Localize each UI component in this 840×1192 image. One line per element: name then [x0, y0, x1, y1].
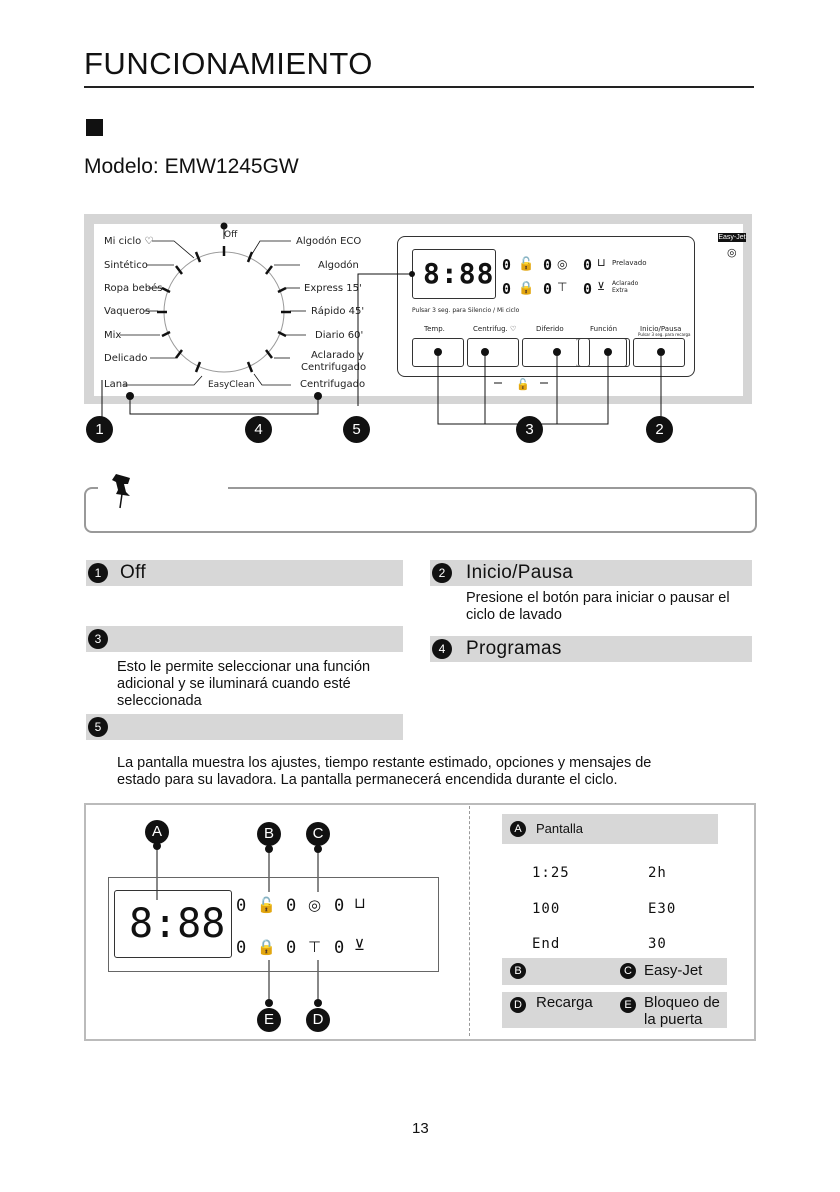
program-left-6: Delicado: [104, 353, 148, 364]
section-1-title: Off: [120, 562, 146, 583]
callout-c: C: [306, 822, 330, 846]
section-3-text: [117, 659, 370, 710]
detail-zero: 0: [236, 938, 247, 958]
indicator-zero: 0: [583, 256, 593, 274]
section-2-text: [466, 590, 730, 624]
example-6: 30: [648, 936, 667, 952]
section-2-line-1: Presione el botón para iniciar o pausar el: [466, 590, 730, 606]
section-3-bar: [86, 626, 403, 652]
prelavado-label: Prelavado: [612, 259, 647, 267]
example-3: 100: [532, 901, 561, 917]
indicator-zero: 0: [583, 280, 593, 298]
dial-off-label: Off: [224, 230, 238, 240]
section-bullet: [86, 119, 103, 136]
detail-zero: 0: [286, 938, 297, 958]
btn-label-funcion: Función: [590, 325, 618, 333]
legend-b-letter: B: [510, 963, 526, 979]
program-left-7: Lana: [104, 379, 129, 390]
detail-divider: [469, 806, 470, 1036]
indicator-zero: 0: [502, 256, 512, 274]
section-5-number: 5: [88, 717, 108, 737]
page-number: 13: [412, 1120, 429, 1137]
easy-jet-badge: Easy-Jet: [718, 234, 746, 241]
legend-a-bar: [502, 814, 718, 844]
detail-lcd: [114, 890, 232, 958]
example-2: 2h: [648, 865, 667, 881]
indicator-zero: 0: [502, 280, 512, 298]
example-5: End: [532, 936, 561, 952]
section-1-number: 1: [88, 563, 108, 583]
extra-rinse-icon: ⊻: [354, 937, 365, 954]
detail-lcd-digits: 8:88: [129, 901, 226, 947]
section-5-bar: [86, 714, 403, 740]
legend-e-text: [644, 994, 720, 1028]
section-4-title: Programas: [466, 638, 562, 659]
indicator-zero: 0: [543, 256, 553, 274]
program-right-8: Centrifugado: [300, 379, 366, 390]
callout-3: 3: [516, 416, 543, 443]
pushpin-icon: [108, 470, 138, 510]
callout-2: 2: [646, 416, 673, 443]
detail-zero: 0: [286, 896, 297, 916]
section-3-line-1: Esto le permite seleccionar una función: [117, 659, 371, 675]
legend-e-letter: E: [620, 997, 636, 1013]
section-5-text: [117, 755, 651, 789]
door-lock-icon: 🔒: [257, 939, 276, 956]
easy-jet-icon: ◎: [308, 897, 322, 914]
legend-a-letter: A: [510, 821, 526, 837]
section-3-line-2: adicional y se iluminará cuando esté: [117, 676, 351, 692]
section-3-line-3: seleccionada: [117, 693, 202, 709]
legend-e-line-1: Bloqueo de: [644, 994, 720, 1011]
aclarado-extra-label: [612, 280, 638, 294]
program-left-5: Mix: [104, 330, 122, 341]
section-2-number: 2: [432, 563, 452, 583]
section-3-number: 3: [88, 629, 108, 649]
program-bottom: EasyClean: [208, 380, 255, 390]
callout-lines: [94, 340, 734, 430]
legend-d-letter: D: [510, 997, 526, 1013]
legend-a-text: Pantalla: [536, 821, 583, 836]
program-left-3: Ropa bebés: [104, 283, 163, 294]
section-2-line-2: ciclo de lavado: [466, 607, 562, 623]
easy-jet-symbol-icon: ◎: [727, 247, 737, 259]
add-garment-icon: ⊤: [557, 280, 568, 294]
prewash-icon: ⊔: [354, 895, 366, 912]
note-box: [84, 487, 757, 533]
lcd-digits: 8:88: [423, 257, 495, 290]
example-4: E30: [648, 901, 677, 917]
page-title: FUNCIONAMIENTO: [84, 46, 373, 81]
legend-c-letter: C: [620, 963, 636, 979]
section-5-line-2: estado para su lavadora. La pantalla permanecerá encendida durante el ciclo.: [117, 772, 618, 788]
add-garment-icon: ⊤: [308, 939, 322, 956]
program-right-3: Express 15': [304, 283, 362, 294]
btn-label-centrifug: Centrifug. ♡: [473, 325, 517, 333]
section-2-title: Inicio/Pausa: [466, 562, 574, 583]
extra-label: Extra: [612, 287, 628, 294]
legend-d-text: Recarga: [536, 994, 593, 1011]
title-divider: [84, 86, 754, 88]
hint-text: Pulsar 3 seg. para Silencio / Mi ciclo: [412, 307, 520, 314]
callout-a: A: [145, 820, 169, 844]
program-right-2: Algodón: [318, 260, 359, 271]
callout-4: 4: [245, 416, 272, 443]
program-left-2: Sintético: [104, 260, 148, 271]
btn-label-inicio: Inicio/Pausa: [640, 325, 682, 333]
lcd-display: [412, 249, 496, 299]
program-right-7: Centrifugado: [301, 362, 367, 373]
lock-icon: 🔓: [516, 379, 530, 391]
program-right-1: Algodón ECO: [296, 236, 362, 247]
legend-e-line-2: la puerta: [644, 1011, 703, 1028]
section-5-line-1: La pantalla muestra los ajustes, tiempo restante estimado, opciones y mensajes de: [117, 755, 652, 771]
door-lock-icon: 🔒: [518, 280, 535, 295]
model-label: Modelo:: [84, 155, 159, 178]
indicator-zero: 0: [543, 280, 553, 298]
child-lock-icon: 🔓: [257, 897, 276, 914]
easy-jet-icon: ◎: [557, 257, 568, 271]
detail-zero: 0: [236, 896, 247, 916]
detail-zero: 0: [334, 896, 345, 916]
program-left-4: Vaqueros: [104, 306, 151, 317]
callout-e: E: [257, 1008, 281, 1032]
callout-5: 5: [343, 416, 370, 443]
callout-1: 1: [86, 416, 113, 443]
example-1: 1:25: [532, 865, 570, 881]
child-lock-icon: 🔓: [518, 256, 535, 271]
program-right-6: Aclarado y: [311, 350, 364, 361]
extra-rinse-icon: ⊻: [597, 281, 606, 293]
callout-d: D: [306, 1008, 330, 1032]
model-line: [84, 155, 299, 179]
program-right-4: Rápido 45': [311, 306, 365, 317]
legend-c-text: Easy-Jet: [644, 962, 703, 979]
callout-b: B: [257, 822, 281, 846]
section-4-number: 4: [432, 639, 452, 659]
program-left-1: Mi ciclo ♡: [104, 236, 154, 247]
program-right-5: Diario 60': [315, 330, 364, 341]
model-value: EMW1245GW: [164, 155, 299, 178]
prewash-icon: ⊔: [597, 257, 606, 269]
btn-sublabel-inicio: Pulsar 3 seg. para recarga: [638, 332, 691, 337]
aclarado-label: Aclarado: [612, 280, 639, 287]
detail-zero: 0: [334, 938, 345, 958]
btn-label-diferido: Diferido: [536, 325, 564, 333]
btn-label-temp: Temp.: [424, 325, 445, 333]
